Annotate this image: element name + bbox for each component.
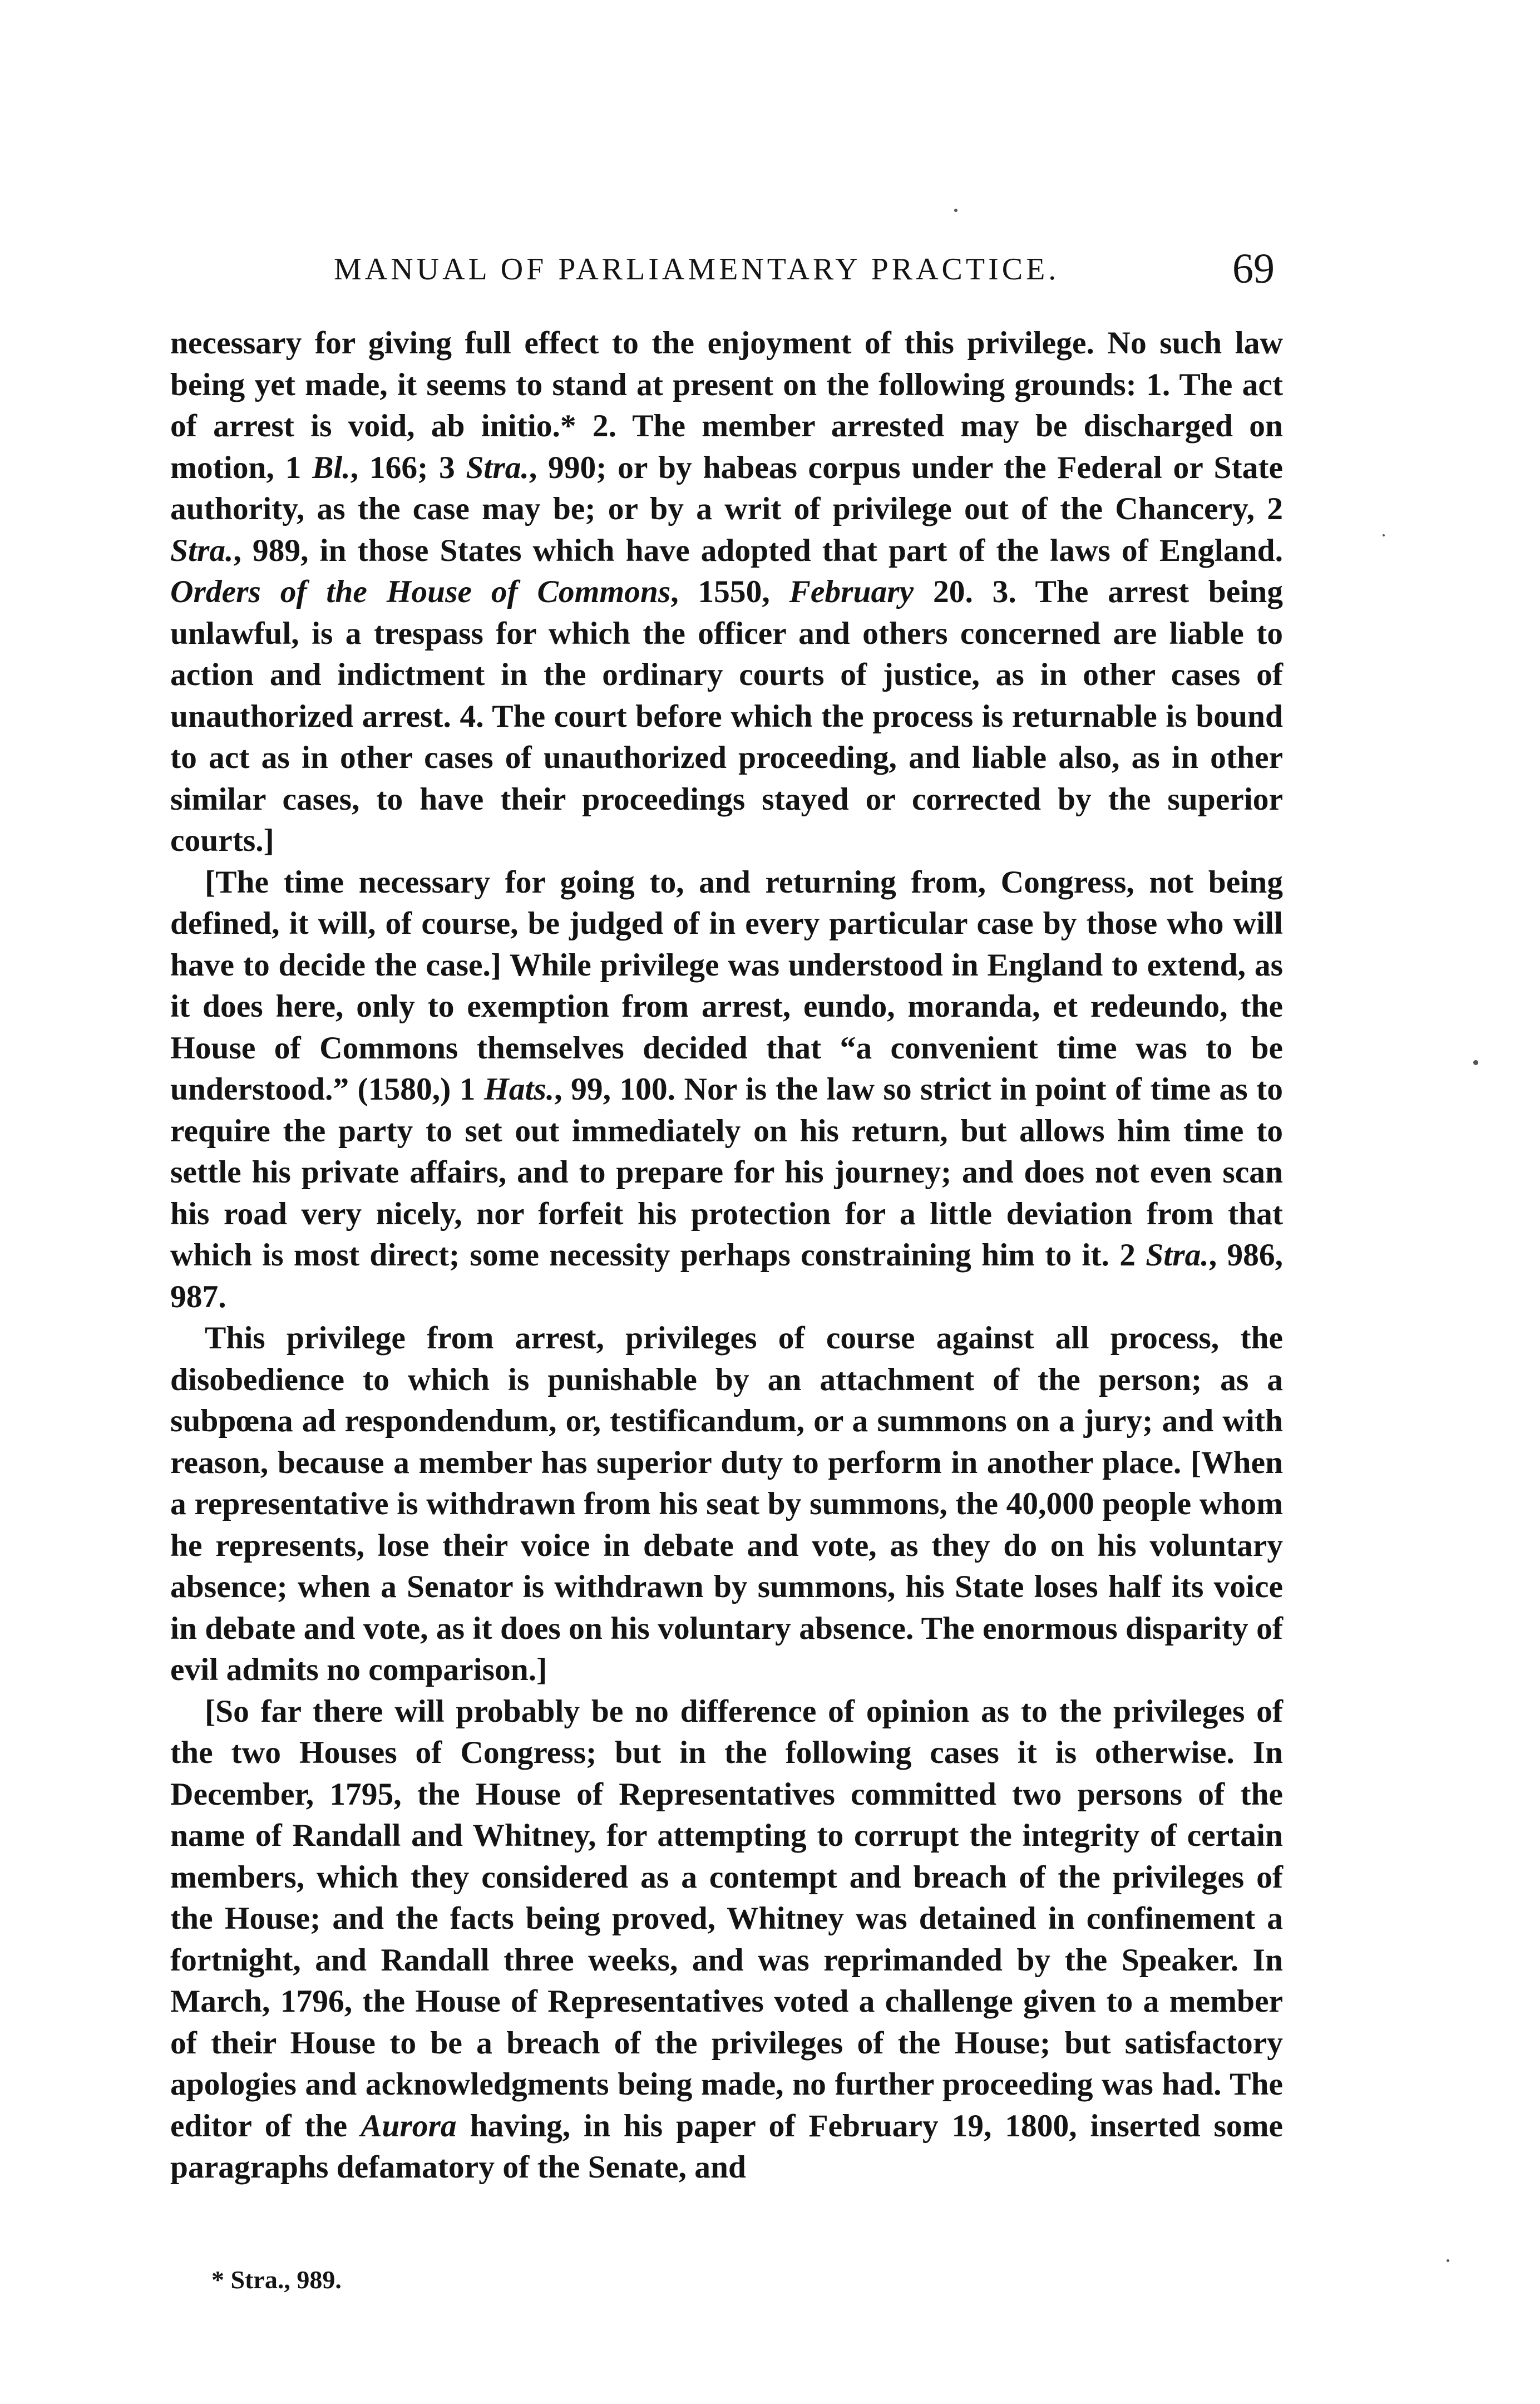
scan-speck [954,209,957,212]
paragraph-2 [170,862,1283,1318]
text-run: , 989, in those States which have adopted that part of the laws of England. [233,533,1283,568]
italic-citation: Bl. [312,450,351,485]
paragraph-3 [170,1318,1283,1691]
text-run: , 166; 3 [350,450,466,485]
text-run: [So far there will probably be no difference of opinion as to the privileges of the two Houses of Congress; but in the following cases it is otherwise. In December, 1795, the House of Representatives committed two persons of the name of Randall and Whitney, for attempting to corrupt the integrity of certain members, which they considered as a contempt and breach of the privileges of the House; and the facts being proved, Whitney was detained in confinement a fortnight, and Randall three weeks, and was reprimanded by the Speaker. In March, 1796, the House of Representatives voted a challenge given to a member of their House to be a breach of the privileges of the House; but satisfactory apologies and acknowledgments being made, no further proceeding was had. The editor of the [170,1693,1283,2144]
body-text [170,323,1283,2189]
text-run: 20. 3. The arrest being unlawful, is a trespass for which the officer and others concerned are liable to action and indictment in the ordinary courts of justice, as in other cases of unauthorized arrest. 4. The court before which the process is returnable is bound to act as in other cases of unauthorized proceeding, and liable also, as in other similar cases, to have their proceedings stayed or corrected by the superior courts.] [170,574,1283,858]
text-run: having, in his paper of February 19, 1800, inserted some paragraphs defamatory of the Senate, and [170,2108,1283,2185]
italic-citation: Stra. [1146,1238,1209,1273]
page-number: 69 [1232,245,1275,292]
text-run: , 986, 987. [170,1238,1283,1314]
italic-citation: Aurora [361,2108,457,2144]
text-run: , 99, 100. Nor is the law so strict in point of time as to require the party to set out immediately on his return, but allows him time to settle his private affairs, and to prepare for his journey; and does not even scan his road very nicely, nor forfeit his protection for a little deviation from that which is most direct; some necessity perhaps constraining him to it. 2 [170,1072,1283,1273]
text-run: This privilege from arrest, privileges of course against all process, the disobedience to which is punishable by an attachment of the person; as a subpœna ad respondendum, or, testificandum, or a summons on a jury; and with reason, because a member has superior duty to perform in another place. [When a representative is withdrawn from his seat by summons, the 40,000 people whom he represents, lose their voice in debate and vote, as they do on his voluntary absence; when a Senator is withdrawn by summons, his State loses half its voice in debate and vote, as it does on his voluntary absence. The enormous disparity of evil admits no comparison.] [170,1321,1283,1687]
italic-citation: Stra. [170,533,234,568]
italic-citation: Hats. [484,1072,555,1107]
italic-citation: Orders of the House of Commons [170,574,671,609]
italic-citation: Stra. [466,450,529,485]
text-run: , 990; or by habeas corpus under the Federal or State authority, as the case may be; or by a writ of privilege out of the Chancery, 2 [170,450,1284,526]
paragraph-4 [170,1691,1283,2189]
italic-citation: February [789,574,914,609]
scan-speck [1473,1060,1478,1065]
text-run: , 1550, [670,574,789,609]
scan-speck [1383,534,1385,536]
footnote: * Stra., 989. [211,2265,342,2294]
running-title: MANUAL OF PARLIAMENTARY PRACTICE. [334,252,1060,287]
scan-speck [1447,2259,1449,2262]
text-run: [The time necessary for going to, and returning from, Congress, not being defined, it will, of course, be judged of in every particular case by those who will have to decide the case.] While privilege was understood in England to extend, as it does here, only to exemption from arrest, eundo, moranda, et redeundo, the House of Commons themselves decided that “a convenient time was to be understood.” (1580,) 1 [170,864,1283,1107]
paragraph-1 [170,323,1283,862]
text-run: necessary for giving full effect to the enjoyment of this privilege. No such law being yet made, it seems to stand at present on the following grounds: 1. The act of arrest is void, ab initio.* 2. The member arrested may be discharged on motion, 1 [170,326,1283,485]
